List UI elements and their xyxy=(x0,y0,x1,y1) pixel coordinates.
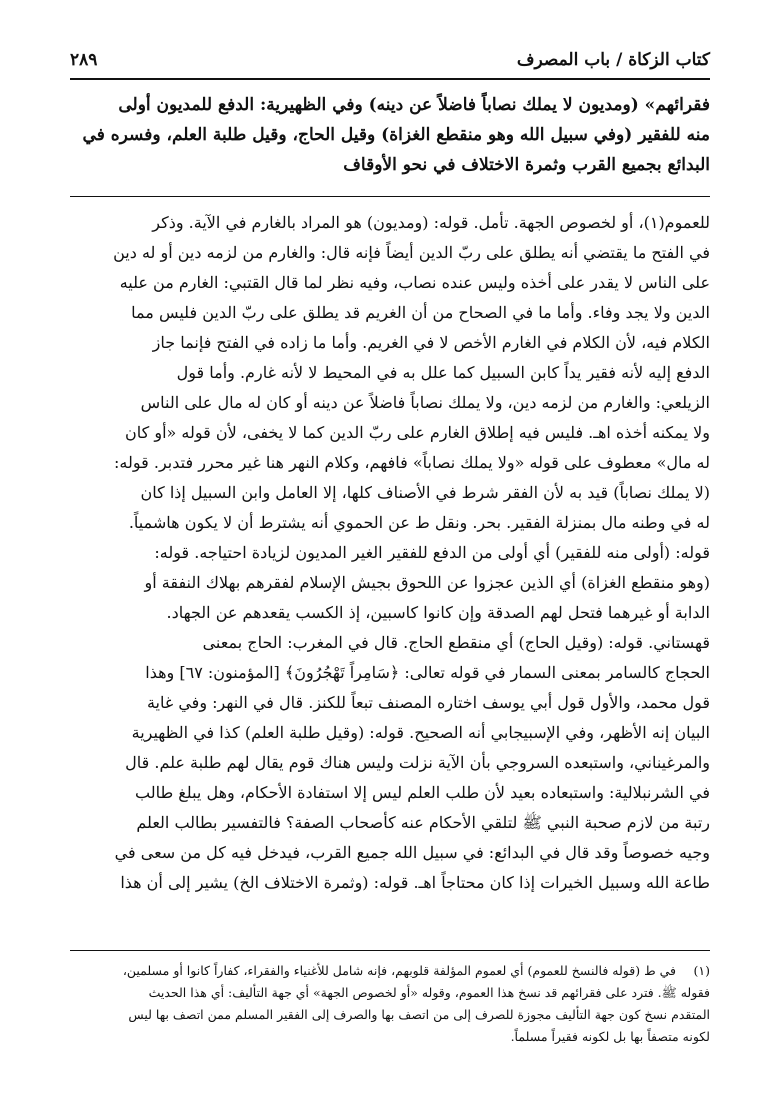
matn-line: البدائع بجميع القرب وثمرة الاختلاف في نحو الأوقاف xyxy=(343,155,710,175)
commentary-line: قوله: (أولى منه للفقير) أي أولى من الدفع للفقير الغير المديون لزيادة احتياجه. قوله: xyxy=(154,543,710,562)
commentary-line: ولا يمكنه أخذه اهـ. فليس فيه إطلاق الغارم على ربّ الدين كما لا يخفى، لأن قوله «أو كان xyxy=(125,423,710,442)
running-header xyxy=(70,44,710,80)
commentary-line: على الناس لا يقدر على أخذه وليس عنده نصاب، وفيه نظر لما قال القتبي: الغارم من عليه xyxy=(119,273,710,292)
commentary-line: قول محمد، والأول قول أبي يوسف اختاره المصنف تبعاً للكنز. قال في النهر: وفي غاية xyxy=(146,693,710,712)
footnote xyxy=(70,960,710,1048)
commentary-line: للعموم(١)، أو لخصوص الجهة. تأمل. قوله: (ومديون) هو المراد بالغارم في الآية. وذكر xyxy=(152,213,710,232)
footnote-line xyxy=(70,960,710,982)
footnote-marker: (١) xyxy=(693,963,710,978)
commentary-line: له مال» معطوف على قوله «ولا يملك نصاباً» فافهم، وكلام النهر هنا غير محرر فتدبر. قوله: xyxy=(114,453,710,472)
commentary-line: الدفع إليه لأنه فقير يداً كابن السبيل كما علل به في المحيط لا لأنه غارم. وأما قول xyxy=(176,363,710,382)
matn-text xyxy=(70,90,710,180)
matn-line: منه للفقير (وفي سبيل الله وهو منقطع الغزاة) وقيل الحاج، وقيل طلبة العلم، وفسره في xyxy=(82,125,710,145)
commentary-line: (لا يملك نصاباً) قيد به لأن الفقر شرط في الأصناف كلها، إلا العامل وابن السبيل إذا كان xyxy=(140,483,710,502)
footnote-text: في ط (قوله فالنسخ للعموم) أي لعموم المؤلفة قلوبهم، فإنه شامل للأغنياء والفقراء، كفاراً كانوا أو مسلمين، xyxy=(122,963,676,978)
commentary-line: في الشرنبلالية: واستبعاده بعيد لأن طلب العلم ليس إلا استفادة الأحكام، وهل يبلغ طالب xyxy=(135,783,710,802)
footnote-line: فقوله ﷺ. فترد على فقرائهم قد نسخ هذا العموم، وقوله «أو لخصوص الجهة» أي جهة التأليف: أي هذا الحديث xyxy=(148,985,710,1000)
commentary-line: (وهو منقطع الغزاة) أي الذين عجزوا عن اللحوق بجيش الإسلام لفقرهم بهلاك النفقة أو xyxy=(144,573,710,592)
footnote-divider xyxy=(70,950,710,951)
header-title: كتاب الزكاة / باب المصرف xyxy=(516,50,710,70)
commentary-line: الحجاج كالسامر بمعنى السمار في قوله تعالى: ﴿سَامِراً تَهْجُرُونَ﴾ [المؤمنون: ٦٧] وهذا xyxy=(145,663,710,682)
footnote-line: المتقدم نسخ كون جهة التأليف مجوزة للصرف إلى من اتصف بها والصرف إلى الفقير المسلم ممن اتصف بها ليس xyxy=(128,1007,710,1022)
commentary-line: وجيه خصوصاً وقد قال في البدائع: في سبيل الله جميع القرب، فيدخل فيه كل من سعى في xyxy=(114,843,710,862)
matn-divider xyxy=(70,196,710,197)
matn-line: فقرائهم» (ومديون لا يملك نصاباً فاضلاً عن دينه) وفي الظهيرية: الدفع للمديون أولى xyxy=(118,95,710,115)
commentary-line: قهستاني. قوله: (وقيل الحاج) أي منقطع الحاج. قال في المغرب: الحاج بمعنى xyxy=(202,633,710,652)
commentary-line: في الفتح ما يقتضي أنه يطلق على ربّ الدين أيضاً فإنه قال: والغارم من لزمه دين أو له دين xyxy=(113,243,710,262)
commentary-line: والمرغيناني، واستبعده السروجي بأن الآية نزلت وليس هناك قوم يقال لهم طلبة علم. قال xyxy=(125,753,710,772)
footnote-line: لكونه متصفاً بها بل لكونه فقيراً مسلماً. xyxy=(510,1029,710,1044)
commentary-line: الكلام فيه، لأن الكلام في الغارم الأخص لا في الغريم. وأما ما زاده في الفتح فإنما جاز xyxy=(152,333,710,352)
commentary-line: له في وطنه مال بمنزلة الفقير. بحر. ونقل ط عن الحموي أنه يشترط أن لا يكون هاشمياً. xyxy=(128,513,710,532)
commentary-text xyxy=(70,208,710,898)
commentary-line: البيان إنه الأظهر، وفي الإسبيجابي أنه الصحيح. قوله: (وقيل طلبة العلم) كذا في الظهيرية xyxy=(131,723,710,742)
commentary-line: رتبة من لازم صحبة النبي ﷺ لتلقي الأحكام عنه كأصحاب الصفة؟ فالتفسير بطالب العلم xyxy=(136,813,710,832)
commentary-line: الدابة أو غيرهما فتحل لهم الصدقة وإن كانوا كاسبين، إذ الكسب يقعدهم عن الجهاد. xyxy=(166,603,710,622)
page-number: ٢٨٩ xyxy=(70,50,98,70)
commentary-line: طاعة الله وسبيل الخيرات إذا كان محتاجاً اهـ. قوله: (وثمرة الاختلاف الخ) يشير إلى أن هذا xyxy=(120,873,710,892)
commentary-line: الزيلعي: والغارم من لزمه دين، ولا يملك نصاباً فاضلاً عن دينه أو كان له مال على الناس xyxy=(140,393,710,412)
commentary-line: الدين ولا يجد وفاء. وأما ما في الصحاح من أن الغريم قد يطلق على ربّ الدين فليس مما xyxy=(131,303,710,322)
